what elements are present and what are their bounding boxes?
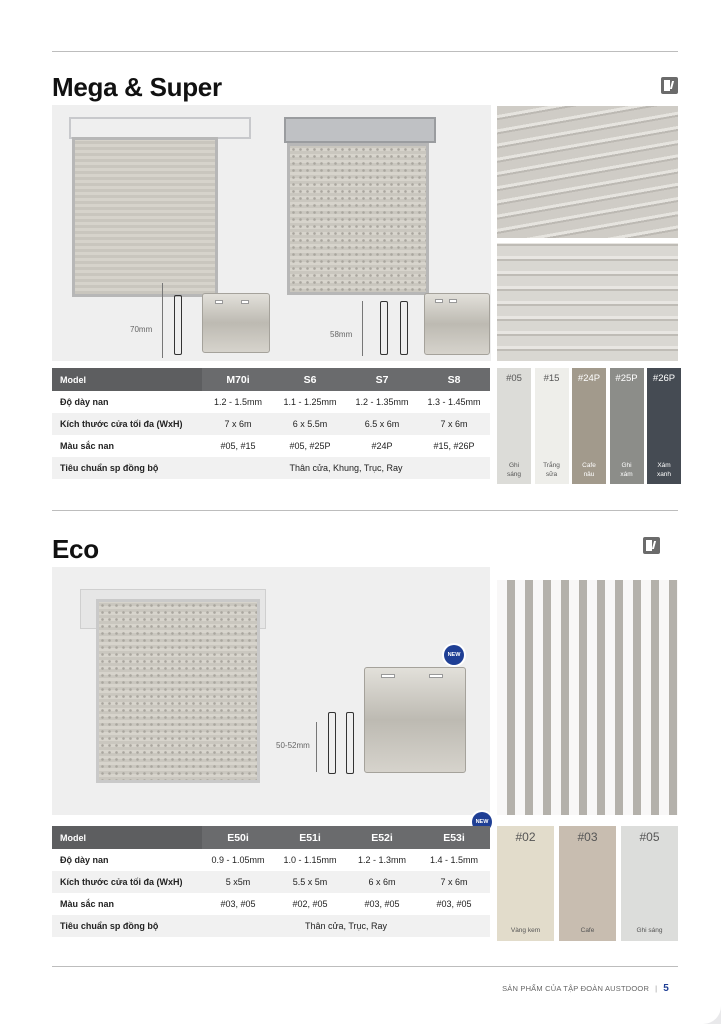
swatch-name: nâu	[583, 471, 595, 478]
swatch-name: Ghi	[621, 462, 632, 469]
table-cell: 6.5 x 6m	[346, 413, 418, 435]
color-swatch	[610, 368, 644, 484]
table-row	[52, 413, 490, 435]
swatch-name: sữa	[545, 471, 558, 478]
table-cell: #24P	[346, 435, 418, 457]
slotted-texture-closeup	[497, 243, 678, 361]
table-cell: 1.4 - 1.5mm	[418, 849, 490, 871]
table-row	[52, 893, 490, 915]
dim-label-70mm: 70mm	[130, 325, 153, 334]
swatch-code: #15	[543, 373, 560, 384]
slat-profile	[174, 295, 182, 355]
row-label: Tiêu chuẩn sp đồng bộ	[52, 915, 202, 937]
roller-door-eco	[96, 599, 260, 783]
slat-slot	[381, 674, 395, 678]
slat-texture-closeup	[497, 106, 678, 238]
table-header: Model	[52, 826, 202, 849]
mega-spec-table	[52, 368, 490, 479]
dim-line	[362, 301, 363, 356]
table-cell: 1.3 - 1.45mm	[418, 391, 490, 413]
eco-spec-table	[52, 826, 490, 937]
catalog-book-icon[interactable]	[661, 77, 678, 94]
table-row	[52, 457, 490, 479]
table-cell: #03, #05	[346, 893, 418, 915]
catalog-book-icon[interactable]	[643, 537, 660, 554]
table-header: S8	[418, 368, 490, 391]
slat-slot	[241, 300, 249, 304]
slat-slot	[435, 299, 443, 303]
swatch-code: #05	[639, 830, 660, 844]
eco-section-title: Eco	[52, 534, 99, 564]
eco-product-image	[52, 567, 490, 815]
dim-line	[316, 722, 317, 772]
table-cell-merged: Thân cửa, Trục, Ray	[202, 915, 490, 937]
table-cell: 0.9 - 1.05mm	[202, 849, 274, 871]
swatch-code: #24P	[577, 373, 601, 384]
table-cell: 1.1 - 1.25mm	[274, 391, 346, 413]
row-label: Tiêu chuẩn sp đồng bộ	[52, 457, 202, 479]
swatch-name: xanh	[656, 471, 672, 478]
table-header: E52i	[346, 826, 418, 849]
swatch-name: Ghi	[508, 462, 520, 469]
table-cell: #05, #15	[202, 435, 274, 457]
row-label: Màu sắc nan	[52, 893, 202, 915]
footer-separator: |	[655, 984, 658, 993]
row-label: Độ dày nan	[52, 849, 202, 871]
table-cell: 6 x 5.5m	[274, 413, 346, 435]
row-label: Độ dày nan	[52, 391, 202, 413]
table-header: E50i	[202, 826, 274, 849]
slat-slot	[215, 300, 223, 304]
color-swatch	[497, 368, 531, 484]
door-box	[69, 117, 251, 139]
slat-slot	[449, 299, 457, 303]
table-cell: 1.0 - 1.15mm	[274, 849, 346, 871]
color-swatch	[535, 368, 569, 484]
row-label: Kích thước cửa tối đa (WxH)	[52, 871, 202, 893]
dim-label-50-52mm: 50-52mm	[276, 741, 310, 750]
table-cell: #02, #05	[274, 893, 346, 915]
table-cell: 7 x 6m	[202, 413, 274, 435]
swatch-name: Vàng kem	[510, 927, 541, 934]
table-header-row	[52, 826, 490, 849]
mega-product-image	[52, 105, 491, 361]
slat-profile	[400, 301, 408, 355]
slat-profile	[328, 712, 336, 774]
section-rule	[52, 510, 678, 511]
swatch-code: #02	[515, 830, 536, 844]
table-cell: 7 x 6m	[418, 413, 490, 435]
swatch-name: Cafe	[580, 927, 595, 934]
table-cell: #05, #25P	[274, 435, 346, 457]
perforated-texture-closeup	[497, 580, 678, 815]
swatch-name: sáng	[506, 471, 522, 478]
table-header: Model	[52, 368, 202, 391]
table-header-row	[52, 368, 490, 391]
swatch-code: #25P	[615, 373, 638, 384]
roller-door-m70i	[72, 137, 218, 297]
table-cell: 1.2 - 1.5mm	[202, 391, 274, 413]
table-row	[52, 871, 490, 893]
slat-sample	[364, 667, 466, 773]
color-swatch	[559, 826, 616, 941]
roller-door-s-series	[287, 143, 429, 295]
swatch-name: Trắng	[543, 462, 560, 469]
row-label: Kích thước cửa tối đa (WxH)	[52, 413, 202, 435]
table-row	[52, 915, 490, 937]
swatch-code: #05	[506, 373, 522, 384]
swatch-name: Cafe	[582, 462, 596, 469]
dim-line	[162, 283, 163, 358]
dim-label-58mm: 58mm	[330, 330, 353, 339]
slat-sample	[202, 293, 270, 353]
table-cell: #03, #05	[202, 893, 274, 915]
table-cell: 1.2 - 1.3mm	[346, 849, 418, 871]
swatch-code: #26P	[652, 373, 676, 384]
table-row	[52, 849, 490, 871]
slat-profile	[380, 301, 388, 355]
swatch-name: Xám	[657, 462, 671, 469]
table-cell: 6 x 6m	[346, 871, 418, 893]
page-footer	[502, 983, 669, 994]
table-header: S6	[274, 368, 346, 391]
table-cell: 5 x5m	[202, 871, 274, 893]
row-label: Màu sắc nan	[52, 435, 202, 457]
swatch-name: xám	[620, 471, 633, 478]
table-header: M70i	[202, 368, 274, 391]
table-cell: 5.5 x 5m	[274, 871, 346, 893]
table-cell-merged: Thân cửa, Khung, Trục, Ray	[202, 457, 490, 479]
swatch-name: Ghi sáng	[636, 927, 663, 934]
footer-rule	[52, 966, 678, 967]
table-cell: #03, #05	[418, 893, 490, 915]
color-swatch	[497, 826, 554, 941]
slat-slot	[429, 674, 443, 678]
footer-text: SẢN PHẨM CỦA TẬP ĐOÀN AUSTDOOR	[502, 984, 650, 993]
page-number: 5	[663, 983, 669, 994]
door-box	[284, 117, 436, 143]
table-cell: 7 x 6m	[418, 871, 490, 893]
table-row	[52, 391, 490, 413]
table-cell: #15, #26P	[418, 435, 490, 457]
slat-sample	[424, 293, 490, 355]
swatch-code: #03	[577, 830, 598, 844]
table-row	[52, 435, 490, 457]
color-swatch	[647, 368, 681, 484]
slat-profile	[346, 712, 354, 774]
new-badge: NEW	[444, 645, 464, 665]
top-rule	[52, 51, 678, 52]
new-badge: NEW	[472, 812, 492, 832]
color-swatch	[621, 826, 678, 941]
color-swatch	[572, 368, 606, 484]
table-header: S7	[346, 368, 418, 391]
table-cell: 1.2 - 1.35mm	[346, 391, 418, 413]
table-header: E51i	[274, 826, 346, 849]
table-header: E53i	[418, 826, 490, 849]
mega-section-title: Mega & Super	[52, 72, 222, 102]
